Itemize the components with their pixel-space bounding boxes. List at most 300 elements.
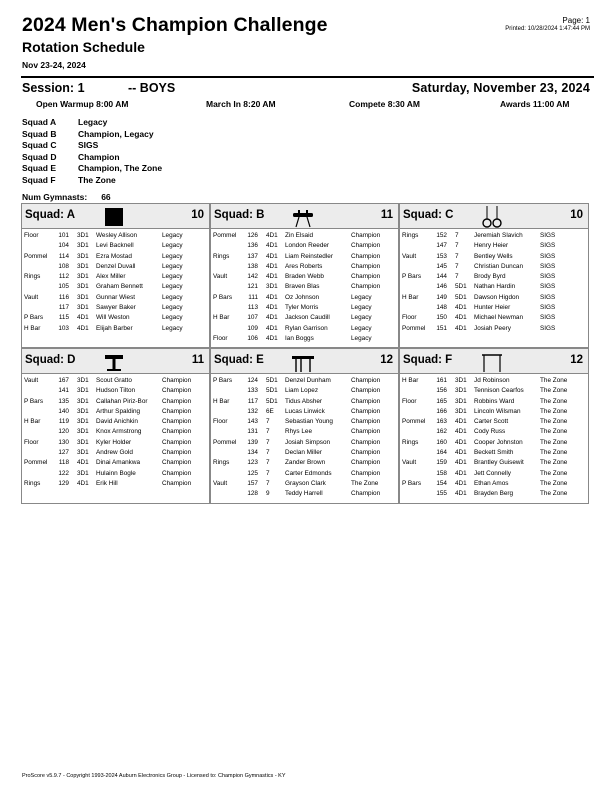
level-cell: 4D1: [455, 418, 467, 426]
level-cell: 7: [266, 418, 270, 426]
gymnast-name-cell: Arthur Spalding: [96, 407, 141, 415]
gymnast-name-cell: Andrew Gold: [96, 449, 133, 457]
gymnast-name-cell: Josiah Peery: [474, 324, 511, 332]
gymnast-name-cell: Liam Reinstedler: [285, 252, 333, 260]
club-cell: Champion: [351, 449, 381, 457]
competitor-number-cell: 139: [247, 438, 258, 446]
squad-rows: [213, 376, 396, 500]
level-cell: 3D1: [455, 387, 467, 395]
level-cell: 7: [455, 273, 459, 281]
event-cell: Vault: [402, 252, 417, 260]
table-row: [24, 252, 207, 262]
level-cell: 4D1: [266, 304, 278, 312]
gymnast-name-cell: Michael Newman: [474, 314, 524, 322]
table-row: [213, 262, 396, 272]
rings-icon: [480, 206, 504, 228]
level-cell: 4D1: [77, 479, 89, 487]
level-cell: 3D1: [77, 252, 89, 260]
table-row: [213, 272, 396, 282]
squad-count: 10: [570, 209, 583, 221]
squad-rows: [402, 376, 586, 500]
floor-mat-icon: [102, 206, 126, 228]
level-cell: 3D1: [77, 262, 89, 270]
pommel-horse-icon: [291, 206, 315, 228]
level-cell: 3D1: [77, 428, 89, 436]
event-cell: P Bars: [402, 273, 422, 281]
competitor-number-cell: 121: [247, 283, 258, 291]
event-cell: Floor: [402, 314, 417, 322]
competitor-number-cell: 142: [247, 273, 258, 281]
club-cell: Champion: [351, 459, 381, 467]
session-group: -- BOYS: [128, 81, 176, 95]
gymnast-name-cell: David Anichkin: [96, 418, 138, 426]
club-cell: Champion: [162, 428, 192, 436]
level-cell: 7: [455, 262, 459, 270]
competitor-number-cell: 101: [58, 232, 69, 239]
gymnast-name-cell: Rhys Lee: [285, 428, 312, 436]
table-row: [213, 438, 396, 448]
table-row: [213, 324, 396, 334]
competitor-number-cell: 118: [58, 459, 69, 467]
table-row: [402, 386, 586, 396]
event-cell: P Bars: [402, 479, 422, 487]
competitor-number-cell: 127: [58, 449, 69, 457]
gymnast-name-cell: Alex Miller: [96, 273, 126, 281]
squad-panel-header: [400, 204, 588, 229]
event-cell: P Bars: [213, 377, 233, 384]
club-cell: Legacy: [162, 304, 183, 312]
gymnast-name-cell: Graham Bennett: [96, 283, 143, 291]
session-label: Session: 1: [22, 81, 85, 95]
footer-copyright: ProScore v5.9.7 - Copyright 1993-2024 Auburn Electronics Group - Licensed to: Champion Gymnastics - KY: [22, 773, 286, 779]
competitor-number-cell: 145: [436, 262, 447, 270]
competitor-number-cell: 105: [58, 283, 69, 291]
level-cell: 4D1: [266, 334, 278, 342]
competitor-number-cell: 137: [247, 252, 258, 260]
gymnast-name-cell: Lucas Linwick: [285, 407, 325, 415]
table-row: [24, 293, 207, 303]
table-row: [24, 241, 207, 251]
competitor-number-cell: 149: [436, 293, 447, 301]
squad-count: 12: [570, 354, 583, 366]
level-cell: 4D1: [77, 314, 89, 322]
level-cell: 4D1: [455, 428, 467, 436]
table-row: [24, 397, 207, 407]
level-cell: 7: [266, 449, 270, 457]
compete-time: Compete 8:30 AM: [349, 99, 421, 109]
club-cell: The Zone: [540, 469, 568, 477]
level-cell: 3D1: [455, 407, 467, 415]
event-cell: Floor: [213, 418, 228, 426]
club-cell: The Zone: [540, 377, 568, 384]
club-cell: Champion: [162, 418, 192, 426]
table-row: [402, 417, 586, 427]
club-cell: Champion: [351, 397, 381, 405]
march-in-time: March In 8:20 AM: [206, 99, 276, 109]
gymnast-name-cell: Ethan Amos: [474, 479, 509, 487]
level-cell: 9: [266, 490, 270, 498]
event-cell: Vault: [402, 459, 417, 467]
squad-count: 11: [191, 354, 204, 366]
club-cell: SIGS: [540, 314, 556, 322]
club-cell: Champion: [162, 469, 192, 477]
competitor-number-cell: 138: [247, 262, 258, 270]
level-cell: 7: [455, 242, 459, 250]
level-cell: 4D1: [266, 324, 278, 332]
competitor-number-cell: 114: [58, 252, 69, 260]
level-cell: 3D1: [77, 232, 89, 239]
competitor-number-cell: 134: [247, 449, 258, 457]
level-cell: 3D1: [77, 377, 89, 384]
event-cell: H Bar: [213, 314, 230, 322]
club-cell: SIGS: [540, 262, 556, 270]
page-subtitle: Rotation Schedule: [22, 39, 145, 55]
event-cell: H Bar: [24, 324, 41, 332]
event-cell: Pommel: [24, 252, 48, 260]
table-row: [402, 324, 586, 334]
level-cell: 3D1: [266, 283, 278, 291]
club-cell: Champion: [162, 449, 192, 457]
club-cell: Legacy: [162, 273, 183, 281]
gymnast-name-cell: Ares Roberts: [285, 262, 323, 270]
competitor-number-cell: 107: [247, 314, 258, 322]
club-cell: The Zone: [540, 397, 568, 405]
gymnast-name-cell: Declan Miller: [285, 449, 322, 457]
gymnast-name-cell: Lincoln Wilsman: [474, 407, 521, 415]
squad-assignment-row: Squad D Champion: [22, 151, 120, 162]
gymnast-name-cell: Wesley Allison: [96, 232, 138, 239]
club-cell: Champion: [351, 387, 381, 395]
table-row: [402, 282, 586, 292]
level-cell: 4D1: [266, 314, 278, 322]
gymnast-name-cell: Oz Johnson: [285, 293, 320, 301]
competitor-number-cell: 122: [58, 469, 69, 477]
gymnast-name-cell: Bentley Wells: [474, 252, 513, 260]
level-cell: 3D1: [455, 377, 467, 384]
event-cell: Vault: [213, 273, 228, 281]
competitor-number-cell: 108: [58, 262, 69, 270]
level-cell: 3D1: [77, 438, 89, 446]
club-cell: Legacy: [351, 314, 372, 322]
level-cell: 5D1: [455, 293, 467, 301]
table-row: [213, 293, 396, 303]
competitor-number-cell: 140: [58, 407, 69, 415]
gymnast-name-cell: Hunter Heier: [474, 304, 511, 312]
level-cell: 4D1: [455, 438, 467, 446]
level-cell: 4D1: [455, 459, 467, 467]
table-row: [213, 231, 396, 241]
parallel-bars-icon: [291, 351, 315, 373]
squad-panel-d: [21, 348, 210, 504]
event-cell: Floor: [402, 397, 417, 405]
table-row: [24, 262, 207, 272]
table-row: [24, 479, 207, 489]
num-gymnasts: Num Gymnasts: 66: [22, 192, 111, 202]
competitor-number-cell: 125: [247, 469, 258, 477]
competitor-number-cell: 119: [58, 418, 69, 426]
event-cell: Rings: [213, 459, 230, 467]
gymnast-name-cell: Grayson Clark: [285, 479, 326, 487]
competitor-number-cell: 147: [436, 242, 447, 250]
squad-count: 10: [191, 209, 204, 221]
competitor-number-cell: 103: [58, 324, 69, 332]
squad-name: Squad: D: [25, 354, 76, 366]
level-cell: 4D1: [455, 314, 467, 322]
level-cell: 7: [455, 252, 459, 260]
table-row: [24, 313, 207, 323]
level-cell: 3D1: [77, 273, 89, 281]
club-cell: SIGS: [540, 283, 556, 291]
club-cell: Legacy: [162, 262, 183, 270]
gymnast-name-cell: Gunnar Wiest: [96, 293, 136, 301]
table-row: [24, 438, 207, 448]
club-cell: Champion: [351, 252, 381, 260]
club-cell: Legacy: [162, 324, 183, 332]
event-cell: Rings: [402, 232, 419, 239]
competitor-number-cell: 106: [247, 334, 258, 342]
club-cell: Champion: [162, 438, 192, 446]
level-cell: 3D1: [77, 407, 89, 415]
table-row: [213, 282, 396, 292]
squad-name: Squad: F: [403, 354, 453, 366]
event-cell: Pommel: [24, 459, 48, 467]
table-row: [402, 241, 586, 251]
club-cell: The Zone: [540, 449, 568, 457]
club-cell: SIGS: [540, 293, 556, 301]
table-row: [213, 386, 396, 396]
club-cell: Champion: [351, 418, 381, 426]
table-row: [213, 469, 396, 479]
gymnast-name-cell: Rylan Garrison: [285, 324, 328, 332]
table-row: [402, 458, 586, 468]
club-cell: The Zone: [540, 387, 568, 395]
competitor-number-cell: 154: [436, 479, 447, 487]
table-row: [24, 324, 207, 334]
level-cell: 5D1: [455, 283, 467, 291]
level-cell: 3D1: [77, 283, 89, 291]
club-cell: Legacy: [351, 324, 372, 332]
gymnast-name-cell: Nathan Hardin: [474, 283, 516, 291]
competitor-number-cell: 133: [247, 387, 258, 395]
squad-rows: [24, 231, 207, 334]
event-cell: P Bars: [24, 314, 44, 322]
competitor-number-cell: 163: [436, 418, 447, 426]
table-row: [24, 282, 207, 292]
club-cell: Legacy: [162, 314, 183, 322]
gymnast-name-cell: Liam Lopez: [285, 387, 319, 395]
club-cell: SIGS: [540, 273, 556, 281]
competitor-number-cell: 150: [436, 314, 447, 322]
competitor-number-cell: 131: [247, 428, 258, 436]
gymnast-name-cell: Josiah Simpson: [285, 438, 331, 446]
table-row: [24, 417, 207, 427]
gymnast-name-cell: Zander Brown: [285, 459, 326, 467]
event-cell: Vault: [24, 293, 39, 301]
event-cell: Rings: [402, 438, 419, 446]
gymnast-name-cell: Jd Robinson: [474, 377, 510, 384]
squad-panel-header: [22, 349, 209, 374]
table-row: [24, 448, 207, 458]
competitor-number-cell: 109: [247, 324, 258, 332]
competitor-number-cell: 120: [58, 428, 69, 436]
club-cell: The Zone: [540, 428, 568, 436]
level-cell: 4D1: [266, 273, 278, 281]
competitor-number-cell: 144: [436, 273, 447, 281]
high-bar-icon: [480, 351, 504, 373]
level-cell: 4D1: [266, 242, 278, 250]
level-cell: 4D1: [455, 479, 467, 487]
club-cell: The Zone: [540, 438, 568, 446]
table-row: [213, 479, 396, 489]
level-cell: 3D1: [77, 469, 89, 477]
level-cell: 7: [455, 232, 459, 239]
club-cell: The Zone: [540, 418, 568, 426]
level-cell: 5D1: [266, 377, 278, 384]
squad-rows: [24, 376, 207, 489]
event-cell: Pommel: [213, 232, 237, 239]
gymnast-name-cell: Jett Connelly: [474, 469, 511, 477]
session-date: Saturday, November 23, 2024: [411, 81, 590, 95]
gymnast-name-cell: Brantley Guisewit: [474, 459, 524, 467]
table-row: [402, 397, 586, 407]
competitor-number-cell: 141: [58, 387, 69, 395]
club-cell: The Zone: [540, 490, 568, 498]
table-row: [213, 397, 396, 407]
gymnast-name-cell: Carter Scott: [474, 418, 509, 426]
squad-panel-f: [399, 348, 589, 504]
club-cell: Champion: [351, 283, 381, 291]
gymnast-name-cell: Denzel Duvall: [96, 262, 136, 270]
table-row: [213, 376, 396, 386]
header-divider: [21, 76, 594, 78]
club-cell: Legacy: [162, 232, 183, 239]
event-cell: Pommel: [213, 438, 237, 446]
table-row: [213, 252, 396, 262]
level-cell: 4D1: [455, 490, 467, 498]
level-cell: 7: [266, 438, 270, 446]
table-row: [213, 458, 396, 468]
competitor-number-cell: 129: [58, 479, 69, 487]
club-cell: The Zone: [540, 479, 568, 487]
page-number: Page: 1: [562, 16, 590, 25]
competitor-number-cell: 113: [247, 304, 258, 312]
club-cell: Legacy: [351, 334, 372, 342]
squad-panel-header: [22, 204, 209, 229]
competitor-number-cell: 165: [436, 397, 447, 405]
event-cell: H Bar: [213, 397, 230, 405]
table-row: [213, 489, 396, 499]
club-cell: Champion: [351, 490, 381, 498]
club-cell: Champion: [351, 262, 381, 270]
table-row: [24, 407, 207, 417]
competitor-number-cell: 162: [436, 428, 447, 436]
table-row: [402, 479, 586, 489]
competitor-number-cell: 116: [58, 293, 69, 301]
event-cell: Floor: [213, 334, 228, 342]
club-cell: Champion: [162, 397, 192, 405]
table-row: [402, 252, 586, 262]
squad-panel-header: [211, 349, 398, 374]
competitor-number-cell: 152: [436, 232, 447, 239]
club-cell: Champion: [351, 273, 381, 281]
gymnast-name-cell: London Reeder: [285, 242, 330, 250]
level-cell: 4D1: [266, 262, 278, 270]
club-cell: SIGS: [540, 304, 556, 312]
table-row: [402, 469, 586, 479]
gymnast-name-cell: Ezra Mostad: [96, 252, 132, 260]
table-row: [402, 293, 586, 303]
page-title: 2024 Men's Champion Challenge: [22, 14, 328, 36]
club-cell: Legacy: [162, 293, 183, 301]
table-row: [402, 489, 586, 499]
level-cell: 5D1: [266, 387, 278, 395]
competitor-number-cell: 156: [436, 387, 447, 395]
table-row: [402, 231, 586, 241]
squad-name: Squad: A: [25, 209, 76, 221]
gymnast-name-cell: Robbins Ward: [474, 397, 515, 405]
club-cell: Legacy: [162, 283, 183, 291]
printed-timestamp: Printed: 10/28/2024 1:47:44 PM: [505, 26, 590, 32]
gymnast-name-cell: Scout Gratto: [96, 377, 132, 384]
gymnast-name-cell: Tidus Absher: [285, 397, 323, 405]
squad-assignment-row: Squad E Champion, The Zone: [22, 163, 163, 173]
squad-assignment-row: Squad C SIGS: [22, 140, 99, 150]
competitor-number-cell: 161: [436, 377, 447, 384]
club-cell: Legacy: [162, 252, 183, 260]
table-row: [24, 427, 207, 437]
table-row: [24, 469, 207, 479]
gymnast-name-cell: Levi Backnell: [96, 242, 134, 250]
level-cell: 4D1: [77, 324, 89, 332]
gymnast-name-cell: Knox Armstrong: [96, 428, 142, 436]
level-cell: 4D1: [266, 252, 278, 260]
competitor-number-cell: 148: [436, 304, 447, 312]
gymnast-name-cell: Hudson Tilton: [96, 387, 136, 395]
level-cell: 6E: [266, 407, 274, 415]
squad-assignment-row: Squad F The Zone: [22, 174, 116, 185]
club-cell: SIGS: [540, 252, 556, 260]
squad-assignment-row: Squad B Champion, Legacy: [22, 128, 154, 139]
gymnast-name-cell: Zin Elsaid: [285, 232, 314, 239]
gymnast-name-cell: Brody Byrd: [474, 273, 506, 281]
competitor-number-cell: 136: [247, 242, 258, 250]
squad-panel-header: [211, 204, 398, 229]
club-cell: The Zone: [540, 407, 568, 415]
table-row: [402, 438, 586, 448]
table-row: [213, 407, 396, 417]
level-cell: 3D1: [77, 242, 89, 250]
event-cell: Floor: [24, 438, 39, 446]
table-row: [213, 303, 396, 313]
squad-count: 11: [380, 209, 393, 221]
table-row: [24, 272, 207, 282]
squad-assignment-list: [22, 117, 162, 186]
level-cell: 4D1: [77, 459, 89, 467]
event-cell: H Bar: [24, 418, 41, 426]
level-cell: 7: [266, 459, 270, 467]
event-cell: H Bar: [402, 293, 419, 301]
competitor-number-cell: 155: [436, 490, 447, 498]
club-cell: Legacy: [162, 242, 183, 250]
competitor-number-cell: 117: [58, 304, 69, 312]
level-cell: 4D1: [266, 232, 278, 239]
squad-assignment-row: Squad A Legacy: [22, 117, 108, 127]
gymnast-name-cell: Tennison Cearfos: [474, 387, 524, 395]
gymnast-name-cell: Dawson Higdon: [474, 293, 520, 301]
competitor-number-cell: 146: [436, 283, 447, 291]
level-cell: 3D1: [77, 418, 89, 426]
competitor-number-cell: 132: [247, 407, 258, 415]
